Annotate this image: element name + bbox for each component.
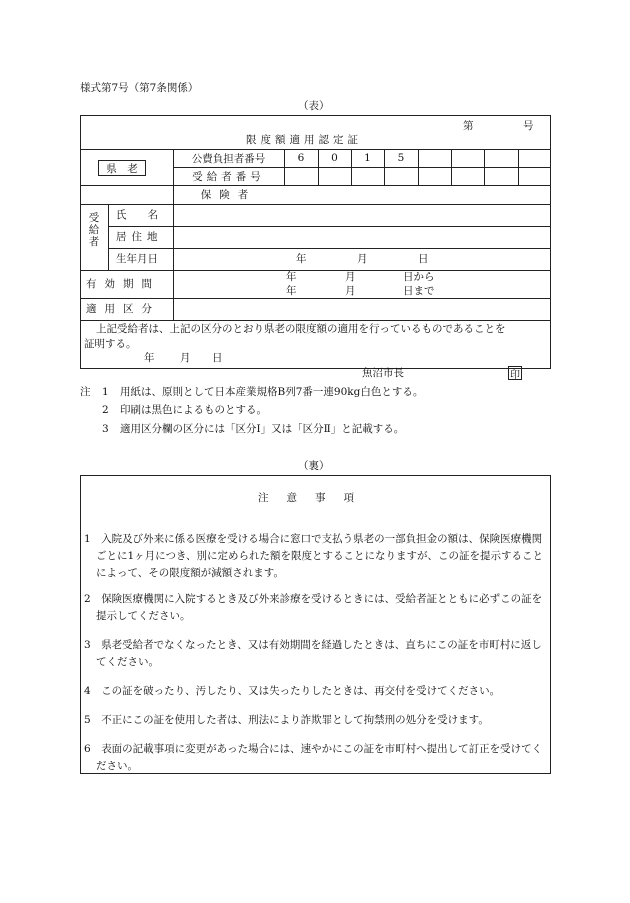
note-number: 1 [102,386,109,398]
seal-mark: 印 [510,369,520,381]
certificate-title: 限度額適用認定証 [246,134,362,146]
back-item-number: 5 [84,714,91,726]
back-item-number: 2 [84,593,91,605]
notes-prefix: 注 [80,386,91,398]
name-label: 氏 名 [116,209,158,221]
recipient-group-label: 受給者 [88,212,100,248]
back-item-number: 1 [84,533,91,545]
cert-number-suffix: 号 [523,120,534,132]
back-item-1 [84,531,548,582]
dob-year: 年 [296,253,307,265]
dob-label: 生年月日 [116,253,158,265]
kenrou-stamp-label: 県 老 [106,162,138,175]
back-item-text: 表面の記載事項に変更があった場合には、速やかにこの証を市町村へ提出して訂正を受けてください。 [96,743,543,772]
back-item-number: 4 [84,685,91,697]
statement-line-1: 上記受給者は、上記の区分のとおり県老の限度額の適用を行っているものであることを [96,323,506,335]
statement-line-2: 証明する。 [84,338,137,350]
dob-day: 日 [418,253,429,265]
payer-digit: 6 [297,152,305,164]
address-label: 居住地 [116,231,163,243]
note-text: 用紙は、原則として日本産業規格B列7番一連90kg白色とする。 [120,386,424,398]
back-item-text: 不正にこの証を使用した者は、刑法により詐欺罪として拘禁刑の処分を受けます。 [101,714,489,726]
form-number-label: 様式第7号（第7条関係） [80,82,199,94]
recipient-number-label: 受給者番号 [192,170,265,183]
note-number: 3 [102,423,109,435]
back-item-4 [84,683,548,700]
back-item-text: 県老受給者でなくなったとき、又は有効期間を経過したときは、直ちにこの証を市町村に返してください。 [96,639,542,668]
validity-to-year: 年 [286,285,297,297]
note-text: 適用区分欄の区分には「区分Ⅰ」又は「区分Ⅱ」と記載する。 [120,423,405,435]
back-label: （裏） [298,460,330,472]
validity-from-day: 日から [403,271,435,283]
payer-number-label: 公費負担者番号 [191,152,266,165]
back-item-text: 入院及び外来に係る医療を受ける場合に窓口で支払う県老の一部負担金の額は、保険医療機関ごとに1ヶ月につき、別に定められた額を限度とすることになりますが、この証を提示することによって、その限度額が減額されます。 [96,533,544,579]
back-item-2 [84,591,548,625]
back-title: 注意事項 [258,492,372,504]
category-label: 適用区分 [86,303,160,315]
payer-digit: 0 [331,152,338,164]
cert-number-prefix: 第 [463,120,474,132]
back-item-text: この証を破ったり、汚したり、又は失ったりしたときは、再交付を受けてください。 [101,685,501,697]
back-item-6 [84,741,548,775]
payer-digit: 5 [397,152,405,164]
back-item-3 [84,637,548,671]
dob-month: 月 [357,253,368,265]
note-number: 2 [102,404,109,416]
validity-to-day: 日まで [403,285,435,297]
validity-label: 有効期間 [86,278,160,290]
back-item-5 [84,712,548,729]
note-text: 印刷は黒色によるものとする。 [120,404,267,416]
issue-year: 年 [144,352,155,364]
payer-digit: 1 [364,152,371,164]
back-item-text: 保険医療機関に入院するとき及び外来診療を受けるときには、受給者証とともに必ずこの証を提示してください。 [96,593,543,622]
back-item-number: 6 [84,743,91,755]
issuer-name: 魚沼市長 [362,367,404,379]
issue-month: 月 [180,352,191,364]
back-item-number: 3 [84,639,91,651]
validity-from-month: 月 [345,271,356,283]
validity-from-year: 年 [286,271,297,283]
insurer-label: 保険者 [200,189,257,201]
issue-day: 日 [212,352,223,364]
validity-to-month: 月 [345,285,356,297]
front-label: （表） [298,100,330,112]
